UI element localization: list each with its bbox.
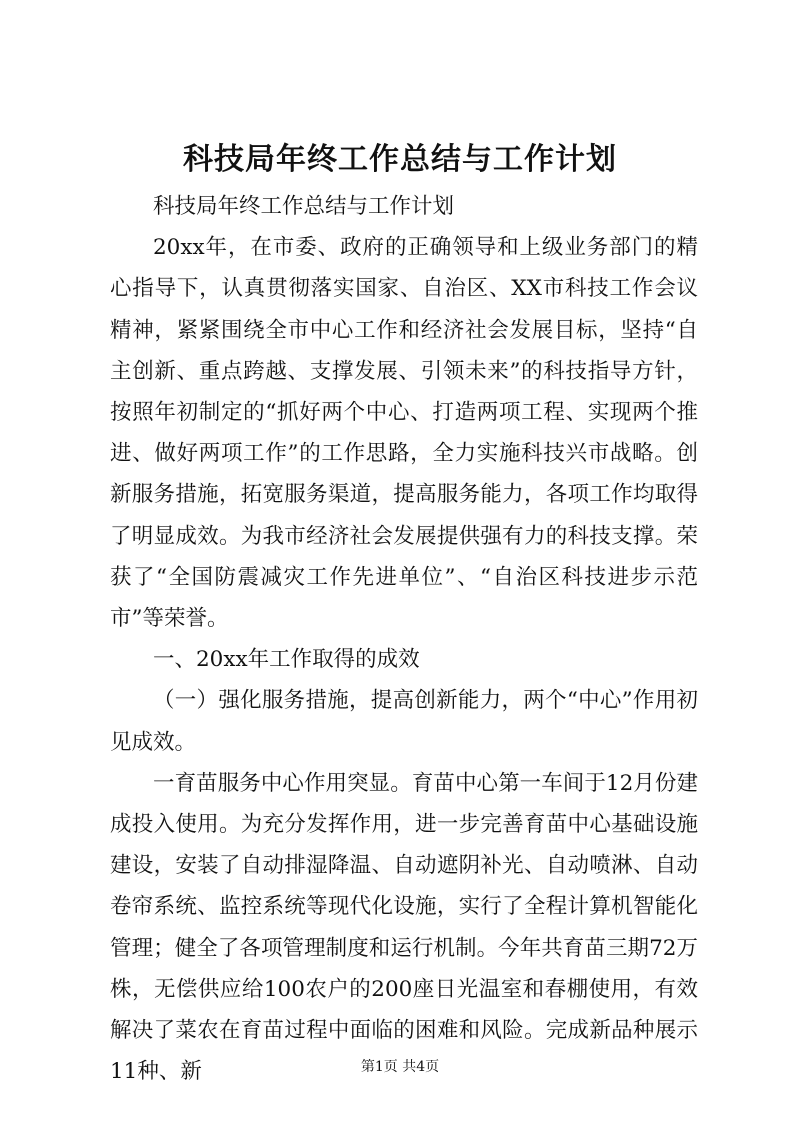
document-body	[110, 186, 698, 1092]
paragraph-nursery-center: 一育苗服务中心作用突显。育苗中心第一车间于12月份建成投入使用。为充分发挥作用，进一步完善育苗中心基础设施建设，安装了自动排湿降温、自动遮阴补光、自动喷淋、自动卷帘系统、监控系统等现代化设施，实行了全程计算机智能化管理；健全了各项管理制度和运行机制。今年共育苗三期72万株，无偿供应给100农户的200座日光温室和春棚使用，有效解决了菜农在育苗过程中面临的困难和风险。完成新品种展示11种、新	[110, 770, 698, 1085]
section-heading: 一、20xx年工作取得的成效	[153, 647, 420, 673]
paragraph-intro: 20xx年，在市委、政府的正确领导和上级业务部门的精心指导下，认真贯彻落实国家、自治区、XX市科技工作会议精神，紧紧围绕全市中心工作和经济社会发展目标，坚持“自主创新、重点跨越、支撑发展、引领未来”的科技指导方针，按照年初制定的“抓好两个中心、打造两项工程、实现两个推进、做好两项工作”的工作思路，全力实施科技兴市战略。创新服务措施，拓宽服务渠道，提高服务能力，各项工作均取得了明显成效。为我市经济社会发展提供强有力的科技支撑。荣获了“全国防震减灾工作先进单位”、“自治区科技进步示范市”等荣誉。	[110, 235, 698, 632]
subsection-heading: （一）强化服务措施，提高创新能力，两个“中心”作用初见成效。	[110, 688, 698, 755]
page-footer: 第1页 共4页	[360, 1059, 440, 1075]
paragraph-subtitle: 科技局年终工作总结与工作计划	[153, 194, 455, 219]
document-title: 科技局年终工作总结与工作计划	[183, 142, 617, 177]
